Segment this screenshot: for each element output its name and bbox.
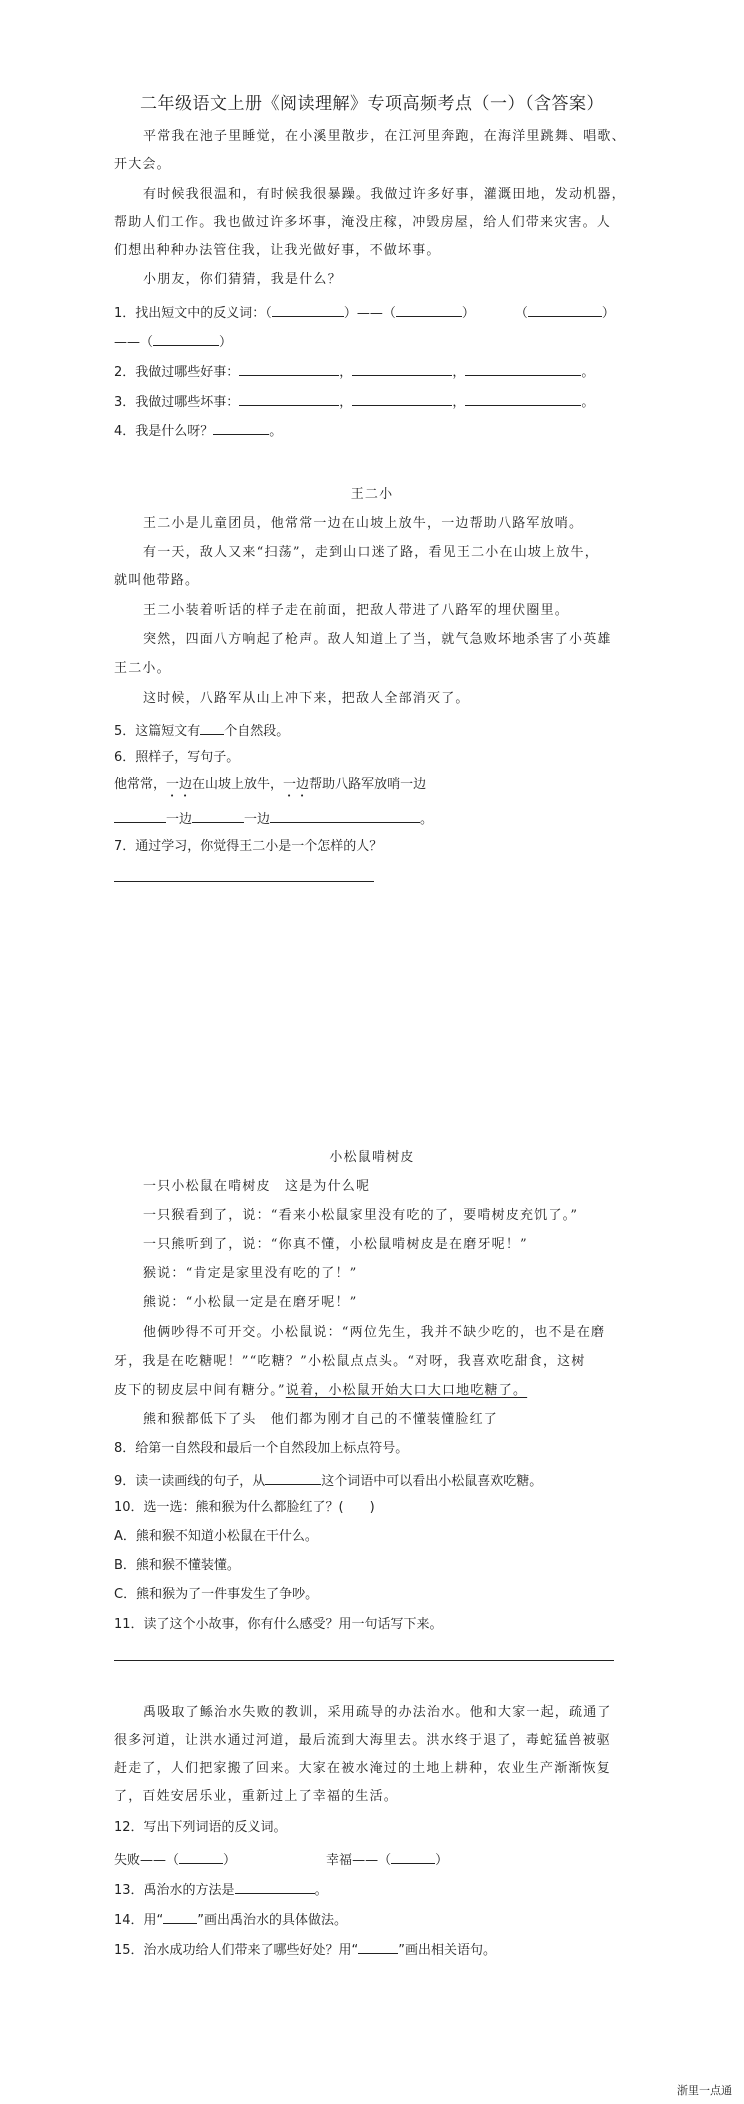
q1-num: 1．: [114, 306, 136, 321]
q3-end: 。: [581, 395, 595, 410]
passage1-p1b: 开大会。: [114, 157, 171, 172]
q9-num: 9．: [114, 1474, 136, 1489]
question-14: [114, 1910, 347, 1929]
q2-sep: ，: [452, 365, 466, 380]
q12-paren-close: ）: [435, 1853, 449, 1868]
q8-text: 给第一自然段和最后一个自然段加上标点符号。: [135, 1441, 409, 1456]
q2-blank-2[interactable]: [352, 362, 452, 376]
q6-example-d: 一边: [283, 777, 310, 792]
passage1-p2c: 们想出种种办法管住我，让我光做好事，不做坏事。: [114, 243, 441, 258]
question-1: [114, 303, 615, 322]
footer-brand: 浙里一点通: [677, 2084, 732, 2097]
q5-after: 个自然段。: [224, 724, 290, 739]
q6-end: 。: [420, 812, 434, 827]
q14-num: 14．: [114, 1913, 144, 1928]
passage4-p1a: 禹吸取了鲧治水失败的教训，采用疏导的办法治水。他和大家一起，疏通了: [143, 1705, 612, 1720]
q7-text: 通过学习，你觉得王二小是一个怎样的人？: [135, 839, 383, 854]
q2-num: 2．: [114, 365, 136, 380]
passage3-underlined-sentence: 说着，小松鼠开始大口大口地吃糖了。: [285, 1383, 528, 1398]
passage3-p3: 一只熊听到了，说：“你真不懂，小松鼠啃树皮是在磨牙呢！”: [143, 1237, 528, 1252]
q15-blank[interactable]: [358, 1940, 398, 1954]
question-10: [114, 1500, 375, 1516]
q5-num: 5．: [114, 724, 136, 739]
passage3-p2: 一只猴看到了，说：“看来小松鼠家里没有吃的了，要啃树皮充饥了。”: [143, 1208, 579, 1223]
question-11: [114, 1617, 443, 1633]
q2-blank-3[interactable]: [465, 362, 581, 376]
q6-blank-3[interactable]: [270, 809, 420, 823]
q14-blank[interactable]: [163, 1910, 197, 1924]
q11-text: 读了这个小故事，你有什么感受？用一句话写下来。: [143, 1617, 443, 1632]
q8-num: 8．: [114, 1441, 136, 1456]
q11-answer-line[interactable]: [114, 1660, 614, 1661]
passage1-p1a: 平常我在池子里睡觉，在小溪里散步，在江河里奔跑，在海洋里跳舞、唱歌、: [143, 129, 626, 144]
question-12: [114, 1820, 287, 1836]
question-7: [114, 839, 382, 855]
q6-num: 6．: [114, 750, 136, 765]
q1-paren-open: （: [140, 335, 154, 350]
q1-text: 找出短文中的反义词：: [135, 306, 266, 321]
q6-example-e: 帮助八路军放哨一边: [309, 777, 427, 792]
passage2-p2a: 有一天，敌人又来“扫荡”，走到山口迷了路，看见王二小在山坡上放牛，: [143, 545, 599, 560]
q12-word-1: 失败: [114, 1853, 141, 1868]
question-15: [114, 1940, 496, 1959]
question-3: [114, 392, 594, 411]
question-9: [114, 1471, 542, 1490]
q12-word-2: 幸福: [326, 1853, 353, 1868]
q1-blank-4[interactable]: [153, 332, 219, 346]
q12-text: 写出下列词语的反义词。: [143, 1820, 287, 1835]
q3-blank-2[interactable]: [352, 392, 452, 406]
q1-paren-close: ）: [343, 306, 357, 321]
q1-blank-3[interactable]: [528, 303, 602, 317]
q12-num: 12．: [114, 1820, 144, 1835]
q2-blank-1[interactable]: [239, 362, 339, 376]
q5-blank[interactable]: [200, 721, 224, 735]
q3-sep: ，: [452, 395, 466, 410]
q10-option-b[interactable]: B．熊和猴不懂装懂。: [114, 1558, 240, 1573]
passage3-p6c-a: 皮下的韧皮层中间有糖分。”: [114, 1383, 286, 1398]
q12-blank-2[interactable]: [391, 1850, 435, 1864]
passage2-p4b: 王二小。: [114, 661, 171, 676]
question-6-example: [114, 777, 426, 800]
q6-blank-1[interactable]: [114, 809, 166, 823]
q15-before: 治水成功给人们带来了哪些好处？用“: [143, 1943, 359, 1958]
q1-paren-close: ）: [601, 306, 615, 321]
q3-blank-1[interactable]: [239, 392, 339, 406]
q6-word: 一边: [166, 812, 193, 827]
q1-paren-close: ）: [461, 306, 475, 321]
q3-sep: ，: [339, 395, 353, 410]
q2-text: 我做过哪些好事：: [135, 365, 240, 380]
q4-blank[interactable]: [213, 421, 269, 435]
q12-paren-open: （: [166, 1853, 180, 1868]
q9-blank[interactable]: [265, 1471, 321, 1485]
question-2: [114, 362, 594, 381]
passage3-p7: 熊和猴都低下了头 他们都为刚才自己的不懂装懂脸红了: [143, 1412, 499, 1427]
question-6: [114, 750, 239, 766]
q15-num: 15．: [114, 1943, 144, 1958]
q1-paren-open: （: [265, 306, 272, 321]
q10-option-c[interactable]: C．熊和猴为了一件事发生了争吵。: [114, 1587, 319, 1602]
q6-word: 一边: [244, 812, 271, 827]
q10-text: 选一选：熊和猴为什么都脸红了？( ): [143, 1500, 375, 1515]
q14-after: ”画出禹治水的具体做法。: [197, 1913, 348, 1928]
q3-blank-3[interactable]: [465, 392, 581, 406]
passage3-title: 小松鼠啃树皮: [329, 1150, 415, 1165]
q6-example-a: 他常常，: [114, 777, 167, 792]
q1-dash: ——: [114, 335, 140, 350]
q13-after: 。: [314, 1883, 328, 1898]
q7-num: 7．: [114, 839, 136, 854]
q12-paren-open: （: [378, 1853, 392, 1868]
passage2-p3: 王二小装着听话的样子走在前面，把敌人带进了八路军的埋伏圈里。: [143, 603, 570, 618]
q6-blank-2[interactable]: [192, 809, 244, 823]
q1-blank-1[interactable]: [272, 303, 344, 317]
q12-paren-close: ）: [223, 1853, 237, 1868]
q10-option-a[interactable]: A．熊和猴不知道小松鼠在干什么。: [114, 1529, 318, 1544]
passage3-p1: 一只小松鼠在啃树皮 这是为什么呢: [143, 1179, 371, 1194]
q6-text: 照样子，写句子。: [135, 750, 240, 765]
passage2-title: 王二小: [350, 487, 394, 502]
q12-blank-1[interactable]: [179, 1850, 223, 1864]
question-12-words: [114, 1850, 448, 1869]
q2-sep: ，: [339, 365, 353, 380]
passage3-p6a: 他俩吵得不可开交。小松鼠说：“两位先生，我并不缺少吃的，也不是在磨: [143, 1325, 606, 1340]
q4-num: 4．: [114, 424, 136, 439]
passage1-p2b: 帮助人们工作。我也做过许多坏事，淹没庄稼，冲毁房屋，给人们带来灾害。人: [114, 215, 612, 230]
q15-after: ”画出相关语句。: [398, 1943, 497, 1958]
q13-blank[interactable]: [235, 1880, 315, 1894]
q1-paren-open: （: [514, 306, 528, 321]
question-4: [114, 421, 282, 440]
q13-before: 禹治水的方法是: [143, 1883, 235, 1898]
q3-text: 我做过哪些坏事：: [135, 395, 240, 410]
q1-blank-2[interactable]: [396, 303, 462, 317]
q4-end: 。: [269, 424, 283, 439]
q1-paren-open: （: [382, 306, 396, 321]
q10-num: 10．: [114, 1500, 144, 1515]
question-6-answer: [114, 809, 433, 828]
q3-num: 3．: [114, 395, 136, 410]
q4-text: 我是什么呀？: [135, 424, 214, 439]
q13-num: 13．: [114, 1883, 144, 1898]
passage4-p1b: 很多河道，让洪水通过河道，最后流到大海里去。洪水终于退了，毒蛇猛兽被驱: [114, 1733, 612, 1748]
passage2-p2b: 就叫他带路。: [114, 573, 200, 588]
question-1-line2: [114, 332, 232, 351]
passage3-p6b: 牙，我是在吃糖呢！”“吃糖？”小松鼠点点头。“对呀，我喜欢吃甜食，这树: [114, 1354, 586, 1369]
passage3-p5: 熊说：“小松鼠一定是在磨牙呢！”: [143, 1295, 358, 1310]
passage1-p2a: 有时候我很温和，有时候我很暴躁。我做过许多好事，灌溉田地，发动机器，: [143, 187, 626, 202]
doc-title: 二年级语文上册《阅读理解》专项高频考点（一）（含答案）: [140, 94, 604, 114]
q2-end: 。: [581, 365, 595, 380]
q9-after: 这个词语中可以看出小松鼠喜欢吃糖。: [321, 1474, 543, 1489]
q6-example-c: 在山坡上放牛，: [192, 777, 284, 792]
passage4-p1d: 了，百姓安居乐业，重新过上了幸福的生活。: [114, 1789, 399, 1804]
q12-dash: ——: [140, 1853, 167, 1868]
q6-example-b: 一边: [166, 777, 193, 792]
question-13: [114, 1880, 328, 1899]
q11-num: 11．: [114, 1617, 144, 1632]
passage1-p3: 小朋友，你们猜猜，我是什么？: [143, 272, 342, 287]
question-5: [114, 721, 289, 740]
q1-dash: ——: [356, 306, 383, 321]
passage3-p6c: [114, 1383, 527, 1399]
q12-dash: ——: [352, 1853, 379, 1868]
passage2-p5: 这时候，八路军从山上冲下来，把敌人全部消灭了。: [143, 691, 470, 706]
q5-before: 这篇短文有: [135, 724, 201, 739]
q9-before: 读一读画线的句子，从: [135, 1474, 266, 1489]
passage2-p1: 王二小是儿童团员，他常常一边在山坡上放牛，一边帮助八路军放哨。: [143, 516, 584, 531]
passage2-p4a: 突然，四面八方响起了枪声。敌人知道上了当，就气急败坏地杀害了小英雄: [143, 632, 612, 647]
passage4-p1c: 赶走了，人们把家搬了回来。大家在被水淹过的土地上耕种，农业生产渐渐恢复: [114, 1761, 612, 1776]
passage3-p4: 猴说：“肯定是家里没有吃的了！”: [143, 1266, 358, 1281]
q14-before: 用“: [143, 1913, 164, 1928]
q1-paren-close: ）: [219, 335, 233, 350]
question-8: [114, 1441, 408, 1457]
q7-answer-line[interactable]: [114, 881, 374, 882]
